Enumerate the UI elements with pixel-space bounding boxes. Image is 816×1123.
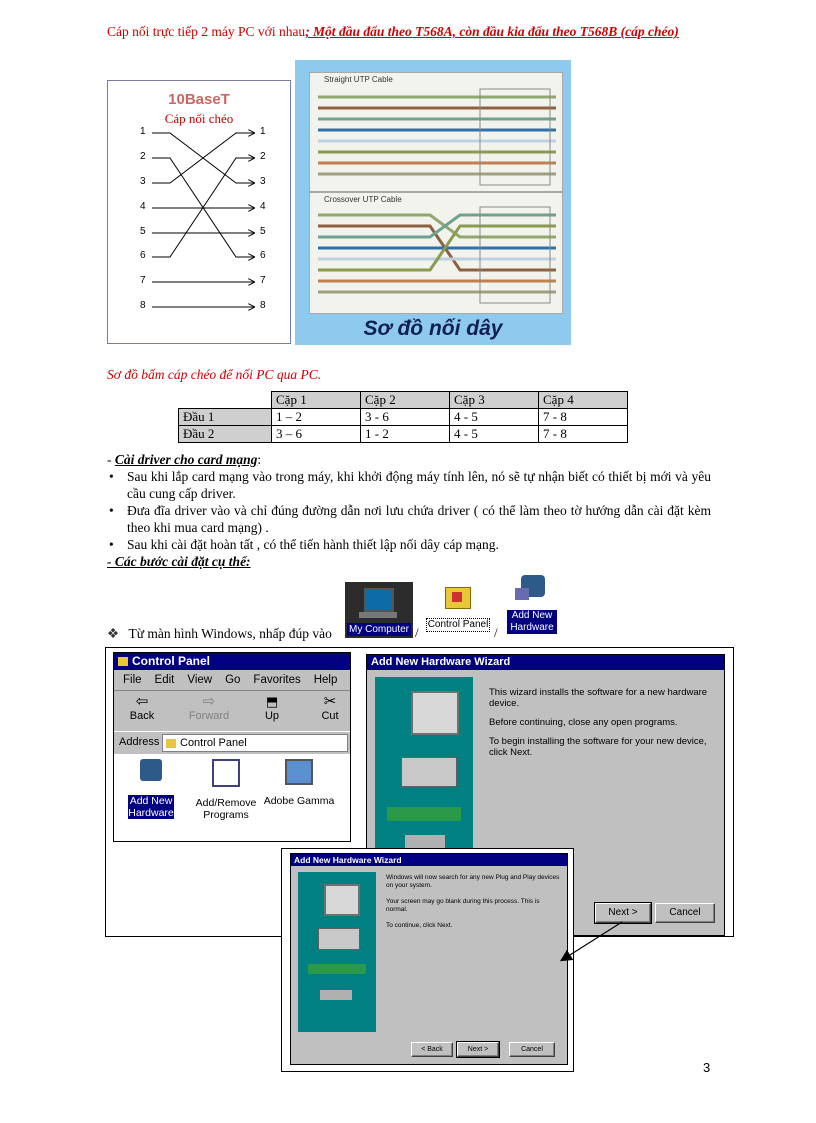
up-button[interactable]: [254, 693, 290, 722]
header-emphasis: ; Một đầu đấu theo T568A, còn đầu kia đấu theo T568B (cáp chéo): [305, 24, 679, 39]
adobe-gamma-item[interactable]: [262, 759, 336, 807]
drive-icon: [405, 835, 445, 849]
table-header-cell: Cặp 4: [539, 392, 628, 409]
table-row: [179, 409, 628, 426]
straight-wires: [310, 73, 562, 191]
table-cell: 1 – 2: [272, 409, 361, 426]
page-number: 3: [703, 1060, 711, 1075]
my-computer-label: My Computer: [348, 624, 409, 635]
back-arrow-icon: ⇦: [135, 693, 149, 710]
table-row-label: Đầu 1: [179, 409, 272, 426]
programs-icon: [212, 759, 240, 787]
pin-label-left-4: 4: [140, 201, 146, 212]
step-line: [107, 626, 332, 642]
card-icon: [308, 964, 366, 974]
toolbar: [114, 690, 350, 732]
wizard-paragraph: To begin installing the software for your new device, click Next.: [489, 736, 707, 758]
wizard-text: [489, 687, 717, 766]
table-cell: 3 – 6: [272, 426, 361, 443]
control-panel-window: [113, 652, 351, 842]
cut-button[interactable]: [312, 693, 348, 722]
wizard-paragraph: To continue, click Next.: [386, 922, 453, 929]
driver-section: [107, 451, 711, 570]
table-cell: 4 - 5: [450, 409, 539, 426]
menu-view[interactable]: View: [187, 674, 213, 686]
table-header-cell: Cặp 3: [450, 392, 539, 409]
add-new-hardware-item[interactable]: [128, 759, 174, 819]
forward-button[interactable]: [186, 693, 232, 722]
crossover-wires: [310, 193, 562, 313]
driver-heading-text: Cài driver cho card mạng: [114, 452, 258, 467]
table-cell: 3 - 6: [361, 409, 450, 426]
hardware-icon: [140, 759, 162, 781]
table-header-cell: Cặp 2: [361, 392, 450, 409]
list-item: • Đưa đĩa driver vào và chỉ đúng đường dẫn nơi lưu chứa driver ( có thể làm theo tờ hướng dẫn cài đặt kèm theo khi mua card mạng) .: [107, 502, 711, 536]
up-folder-icon: ⬒: [265, 694, 279, 709]
table-cell: 4 - 5: [450, 426, 539, 443]
pin-label-right-5: 5: [260, 226, 266, 237]
menu-help[interactable]: Help: [313, 674, 338, 686]
wizard-paragraph: Windows will now search for any new Plug and Play devices on your system.: [386, 874, 560, 889]
table-header-row: [179, 392, 628, 409]
pin-label-left-7: 7: [140, 275, 146, 286]
diagram-title: 10BaseT: [168, 91, 230, 108]
crossover-pin-diagram: [107, 80, 291, 344]
next-button[interactable]: Next >: [595, 903, 651, 923]
control-panel-titlebar: [114, 653, 350, 670]
crossover-cable-panel: [309, 192, 563, 314]
folder-icon: [166, 739, 176, 748]
driver-heading: [107, 451, 711, 468]
control-panel-shortcut[interactable]: [425, 584, 491, 636]
wizard-illustration: [298, 872, 376, 1032]
table-row: [179, 426, 628, 443]
diamond-bullet-icon: ❖: [107, 626, 120, 641]
window-title: Control Panel: [132, 654, 211, 668]
pin-label-right-7: 7: [260, 275, 266, 286]
cancel-button[interactable]: Cancel: [509, 1042, 555, 1057]
diagram-subtitle: Cáp nối chéo: [164, 111, 234, 126]
hardware-icon-part: [515, 588, 529, 600]
add-remove-programs-item[interactable]: [192, 759, 260, 821]
keyboard-icon: [359, 612, 397, 618]
back-button[interactable]: < Back: [411, 1042, 453, 1057]
wizard-text: [386, 874, 562, 938]
back-button[interactable]: [124, 693, 160, 722]
pin-label-right-8: 8: [260, 300, 266, 311]
cable-wiring-photo: [295, 60, 571, 345]
up-label: Up: [264, 710, 280, 722]
address-value: Control Panel: [180, 737, 247, 749]
list-item: • Sau khi cài đặt hoàn tất , có thể tiến hành thiết lập nối dây cáp mạng.: [107, 536, 711, 553]
next-button[interactable]: Next >: [457, 1042, 499, 1057]
wizard-paragraph: Before continuing, close any open programs.: [489, 717, 678, 728]
pin-label-left-3: 3: [140, 176, 146, 187]
cut-label: Cut: [321, 710, 339, 722]
list-item: • Sau khi lắp card mạng vào trong máy, khi khởi động máy tính lên, nó sẽ tự nhận biết có thiết bị mới và yêu cầu cung cấp driver.: [107, 468, 711, 502]
drive-icon: [320, 990, 352, 1000]
item-label: Adobe Gamma: [263, 795, 335, 807]
address-field[interactable]: [162, 734, 348, 752]
table-cell: 7 - 8: [539, 409, 628, 426]
menu-go[interactable]: Go: [225, 674, 241, 686]
step-text: Từ màn hình Windows, nhấp đúp vào: [128, 626, 332, 641]
pair-table: [178, 391, 628, 443]
heading-dash: -: [107, 452, 115, 467]
menu-edit[interactable]: Edit: [154, 674, 175, 686]
straight-cable-panel: [309, 72, 563, 192]
pin-label-left-8: 8: [140, 300, 146, 311]
separator: /: [494, 625, 498, 640]
cable-photo-caption: Sơ đồ nối dây: [363, 317, 503, 340]
pin-label-left-5: 5: [140, 226, 146, 237]
my-computer-shortcut[interactable]: [345, 582, 413, 638]
crossover-cable-label: Crossover UTP Cable: [324, 195, 402, 204]
add-new-hardware-label: Add New Hardware: [507, 610, 557, 634]
wizard-titlebar: Add New Hardware Wizard: [367, 655, 724, 670]
cancel-button[interactable]: Cancel: [655, 903, 715, 923]
steps-heading: - Các bước cài đặt cụ thể:: [107, 554, 251, 569]
straight-cable-label: Straight UTP Cable: [324, 75, 393, 84]
pin-label-left-6: 6: [140, 250, 146, 261]
address-label: Address: [119, 736, 160, 748]
menu-bar: [114, 670, 350, 690]
wizard-titlebar: Add New Hardware Wizard: [291, 854, 567, 866]
table-cell: 1 - 2: [361, 426, 450, 443]
pin-label-right-2: 2: [260, 151, 266, 162]
table-row-label: Đầu 2: [179, 426, 272, 443]
control-panel-label: Control Panel: [427, 619, 489, 630]
computer-case-icon: [401, 757, 457, 787]
pin-label-right-3: 3: [260, 176, 266, 187]
scissors-icon: ✂: [323, 693, 337, 710]
forward-arrow-icon: ⇨: [202, 693, 216, 710]
monitor-icon: [364, 588, 394, 612]
icon-view: [114, 754, 350, 842]
pin-label-right-4: 4: [260, 201, 266, 212]
pin-label-right-6: 6: [260, 250, 266, 261]
tools-icon: [452, 592, 462, 602]
card-icon: [387, 807, 461, 821]
pin-label-right-1: 1: [260, 126, 266, 137]
computer-case-icon: [318, 928, 360, 950]
menu-file[interactable]: File: [123, 674, 142, 686]
header-prefix: Cáp nối trực tiếp 2 máy PC với nhau: [107, 24, 306, 39]
monitor-icon: [411, 691, 459, 735]
table-header-cell: Cặp 1: [272, 392, 361, 409]
header-line: [107, 24, 679, 40]
menu-favorites[interactable]: Favorites: [253, 674, 301, 686]
monitor-icon: [324, 884, 360, 916]
monitor-icon: [285, 759, 313, 785]
back-label: Back: [129, 710, 155, 722]
figure-caption: Sơ đồ bấm cáp chéo để nối PC qua PC.: [107, 367, 322, 382]
heading-colon: :: [257, 452, 262, 467]
item-label: Add New Hardware: [128, 795, 174, 819]
table-cell: [179, 392, 272, 409]
add-new-hardware-shortcut[interactable]: [505, 572, 561, 638]
item-label: Add/Remove Programs: [195, 797, 257, 821]
folder-icon: [118, 657, 128, 666]
address-bar: [114, 732, 350, 754]
pin-label-left-1: 1: [140, 126, 146, 137]
table-cell: 7 - 8: [539, 426, 628, 443]
pin-label-left-2: 2: [140, 151, 146, 162]
forward-label: Forward: [188, 710, 230, 722]
wizard-paragraph: This wizard installs the software for a new hardware device.: [489, 687, 708, 709]
wizard-paragraph: Your screen may go blank during this process. This is normal.: [386, 898, 540, 913]
separator: /: [415, 625, 419, 640]
add-hardware-wizard-small: [290, 853, 568, 1065]
